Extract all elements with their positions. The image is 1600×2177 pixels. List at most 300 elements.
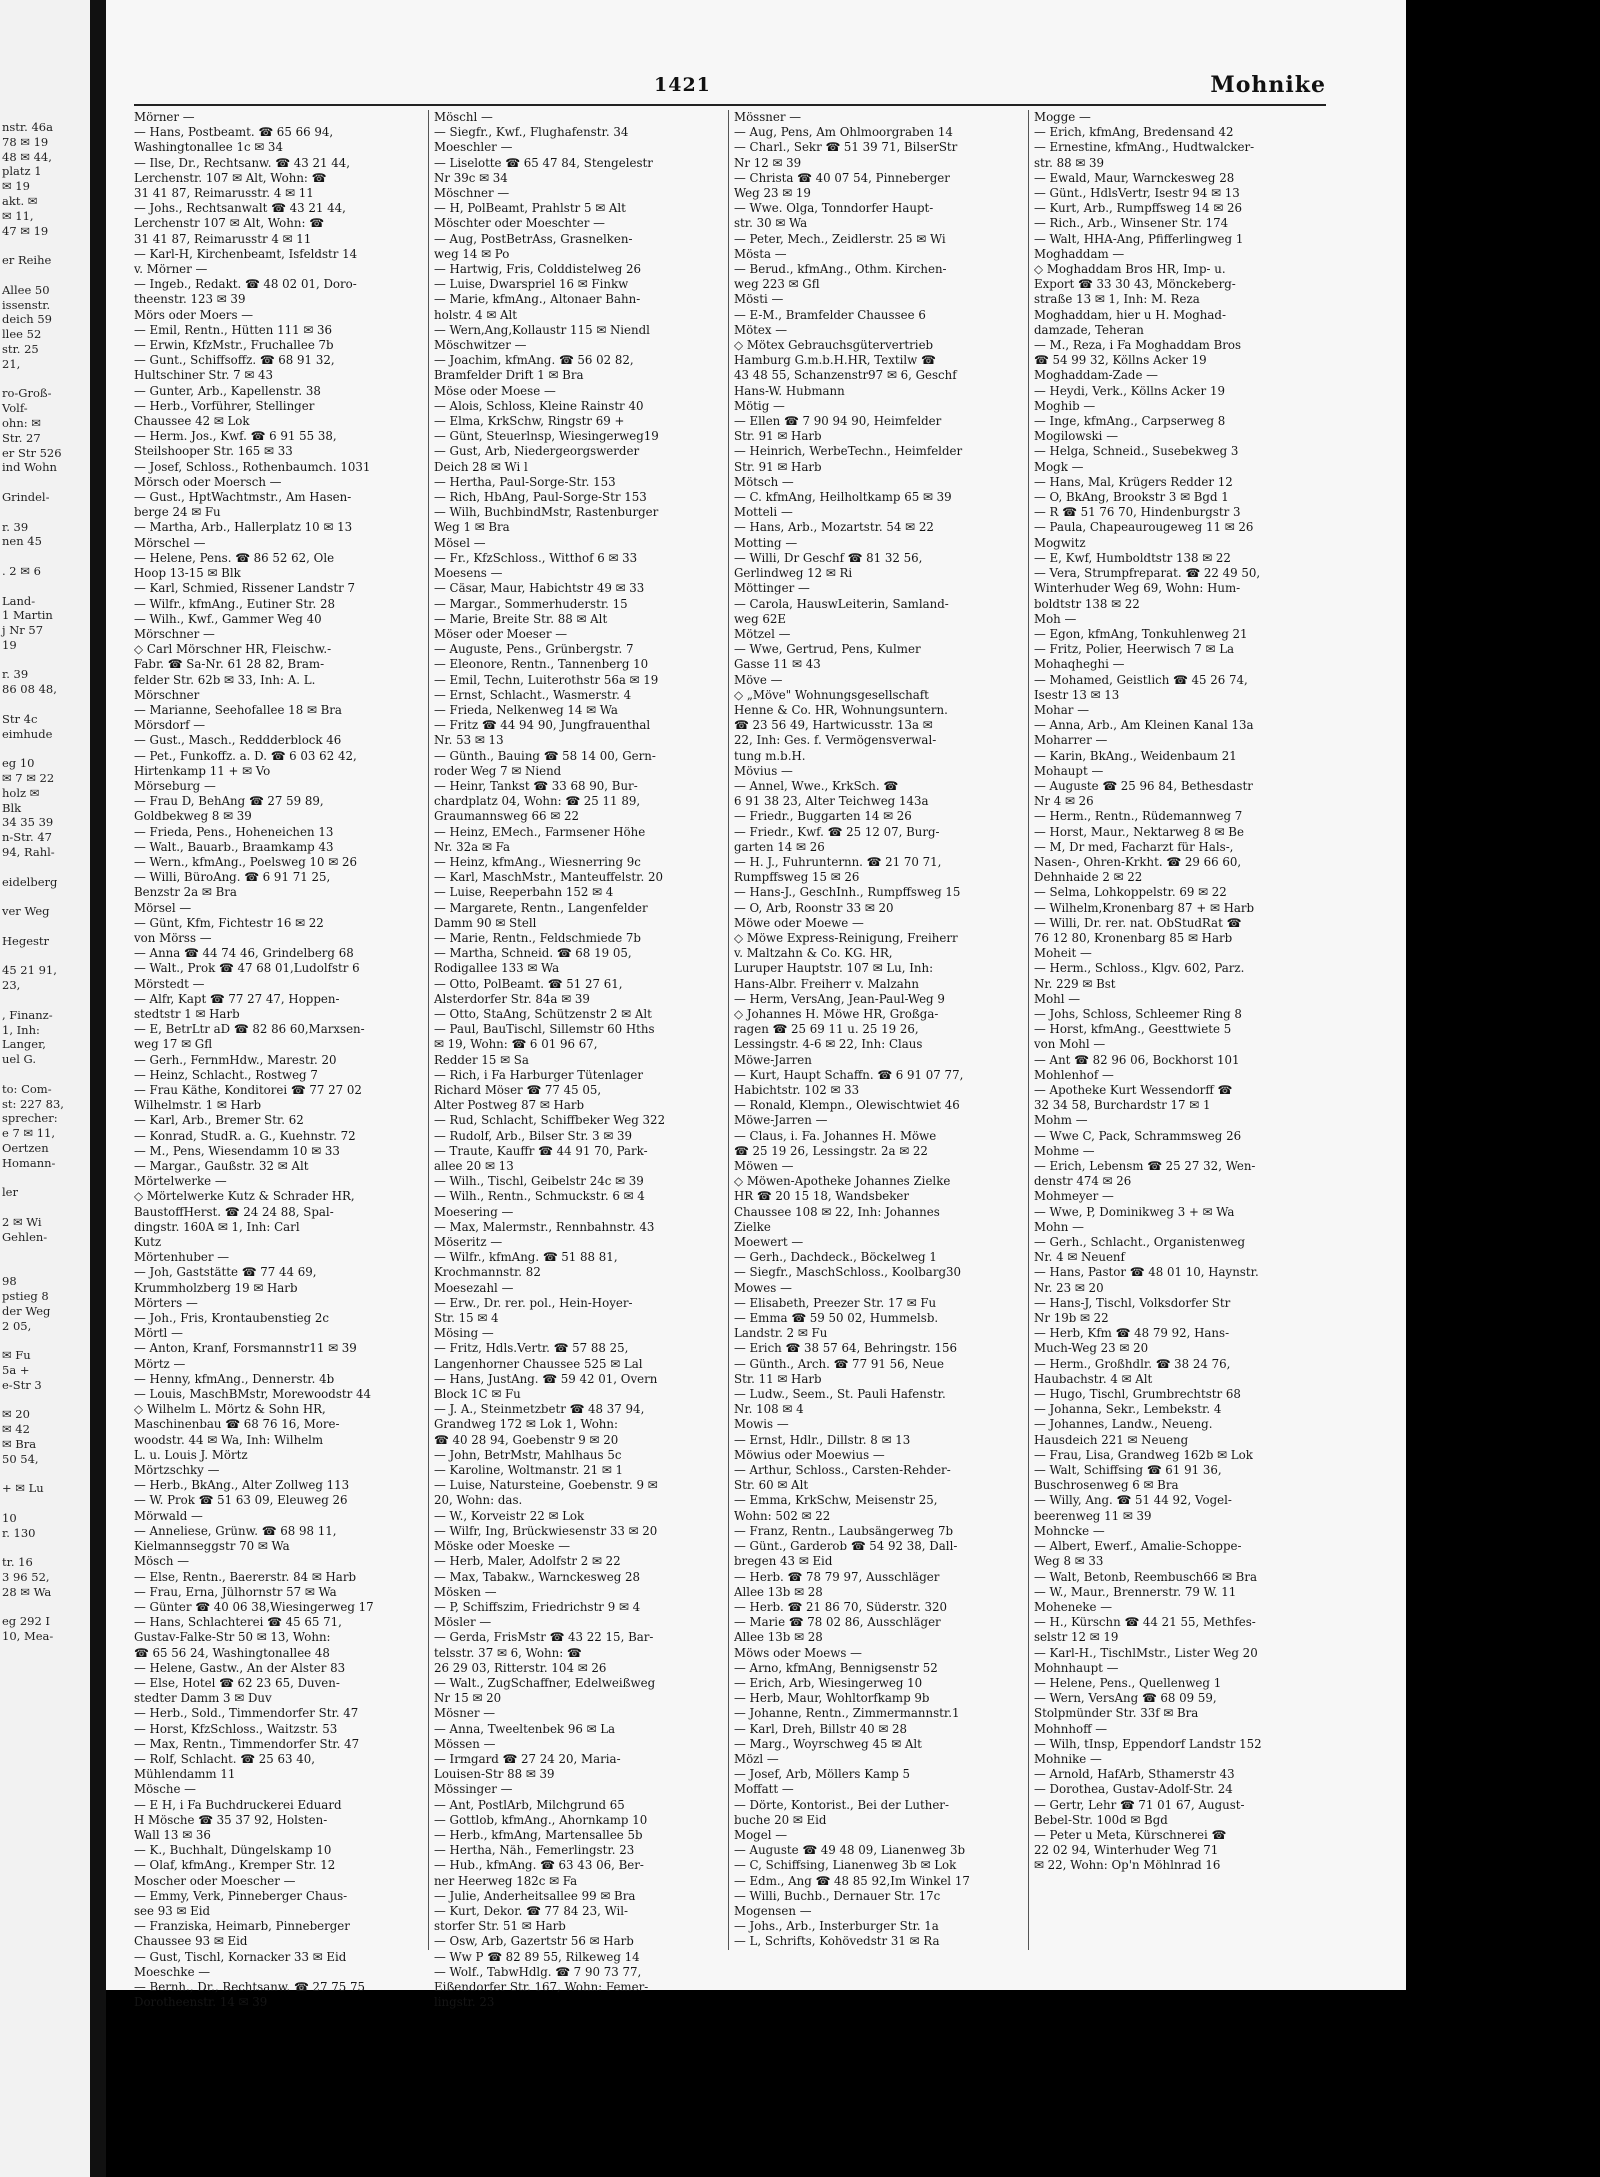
directory-entry-line: Mörtelwerke — — [134, 1174, 227, 1189]
directory-entry-line: — H. J., Fuhrunternn. ☎ 21 70 71, — [734, 854, 942, 869]
directory-page — [106, 0, 1406, 2010]
directory-entry-line: Moh — — [1034, 611, 1077, 626]
directory-entry-line: Mörsch oder Moersch — — [134, 474, 282, 489]
directory-entry-line: Wohn: 502 ✉ 22 — [734, 1508, 831, 1523]
directory-entry-line: Mösel — — [434, 535, 486, 550]
directory-entry-line: Wall 13 ✉ 36 — [134, 1827, 211, 1842]
directory-entry-line: Mörstedt — — [134, 976, 205, 991]
previous-page-line — [0, 505, 90, 520]
directory-entry-line: Mohlenhof — — [1034, 1067, 1114, 1082]
directory-entry-line: — Herb., BkAng., Alter Zollweg 113 — [134, 1478, 350, 1493]
directory-entry-line: — Gust, Tischl, Kornacker 33 ✉ Eid — [134, 1949, 347, 1964]
directory-entry-line: stedter Damm 3 ✉ Duv — [134, 1691, 272, 1706]
directory-entry-line: Mövius — — [734, 763, 793, 778]
directory-entry-line: — Eleonore, Rentn., Tannenberg 10 — [434, 657, 649, 672]
directory-entry-line: — Walt., ZugSchaffner, Edelweißweg — [434, 1675, 656, 1690]
directory-entry-line: Mösti — — [734, 292, 784, 307]
directory-entry-line: 22 02 94, Winterhuder Weg 71 — [1034, 1843, 1219, 1858]
directory-entry-line: — Herm., Schloss., Klgv. 602, Parz. — [1034, 961, 1245, 976]
directory-entry-line: — Else, Rentn., Baererstr. 84 ✉ Harb — [134, 1569, 357, 1584]
directory-entry-line: Mohmeyer — — [1034, 1189, 1114, 1204]
previous-page-line: Langer, — [2, 1037, 46, 1052]
directory-entry-line: Mogel — — [734, 1827, 788, 1842]
directory-entry-line: — Joh., Fris, Krontaubenstieg 2c — [134, 1311, 329, 1326]
directory-entry-line: Chaussee 108 ✉ 22, Inh: Johannes — [734, 1204, 940, 1219]
directory-entry-line: — Hertha, Näh., Femerlingstr. 23 — [434, 1843, 635, 1858]
previous-page-line: st: 227 83, — [2, 1096, 64, 1111]
previous-page-line — [0, 268, 90, 283]
previous-page-line: 78 ✉ 19 — [2, 134, 49, 149]
directory-entry-line: Maschinenbau ☎ 68 76 16, More- — [134, 1417, 340, 1432]
directory-entry-line: ☎ 23 56 49, Hartwicusstr. 13a ✉ — [734, 718, 933, 733]
previous-page-line: pstieg 8 — [2, 1288, 49, 1303]
previous-page-line: deich 59 — [2, 312, 52, 327]
directory-entry-line: — K., Buchhalt, Düngelskamp 10 — [134, 1843, 332, 1858]
directory-entry-line: Hultschiner Str. 7 ✉ 43 — [134, 368, 273, 383]
directory-entry-line: Mogwitz — [1034, 535, 1086, 550]
directory-entry-line: Möwe-Jarren — — [734, 1113, 828, 1128]
directory-entry-line: — Marie, Rentn., Feldschmiede 7b — [434, 930, 641, 945]
directory-entry-line: — Frau, Erna, Jülhornstr 57 ✉ Wa — [134, 1584, 337, 1599]
directory-entry-line: — Karin, BkAng., Weidenbaum 21 — [1034, 748, 1237, 763]
directory-entry-line: — Joh, Gaststätte ☎ 77 44 69, — [134, 1265, 317, 1280]
directory-entry-line: — Frieda, Nelkenweg 14 ✉ Wa — [434, 702, 618, 717]
directory-entry-line: — Ernst, Schlacht., Wasmerstr. 4 — [434, 687, 632, 702]
directory-entry-line: ✉ 22, Wohn: Op'n Möhlnrad 16 — [1034, 1858, 1221, 1873]
previous-page-line: eimhude — [2, 726, 53, 741]
directory-entry-line: Lerchenstr. 107 ✉ Alt, Wohn: ☎ — [134, 170, 327, 185]
directory-entry-line: Möwen — — [734, 1159, 794, 1174]
previous-page-line: holz ✉ — [2, 785, 40, 800]
directory-entry-line: — Auguste ☎ 49 48 09, Lianenweg 3b — [734, 1843, 966, 1858]
previous-page-line — [0, 579, 90, 594]
directory-entry-line: — Rolf, Schlacht. ☎ 25 63 40, — [134, 1751, 316, 1766]
directory-entry-line: Dorotheenstr. 14 ✉ 39 — [134, 1995, 268, 2010]
directory-entry-line: Mösche — — [134, 1782, 196, 1797]
directory-column-4 — [1034, 110, 1304, 1970]
directory-entry-line: — Horst, KfzSchloss., Waitzstr. 53 — [134, 1721, 338, 1736]
previous-page-line: r. 39 — [2, 519, 29, 534]
directory-entry-line: — Auguste, Pens., Grünbergstr. 7 — [434, 642, 634, 657]
directory-entry-line: Mohaupt — — [1034, 763, 1104, 778]
directory-entry-line: — Fr., KfzSchloss., Witthof 6 ✉ 33 — [434, 550, 638, 565]
directory-entry-line: — L, Schrifts, Kohövedstr 31 ✉ Ra — [734, 1934, 940, 1949]
directory-entry-line: — Hans-J, Tischl, Volksdorfer Str — [1034, 1295, 1231, 1310]
directory-entry-line: bregen 43 ✉ Eid — [734, 1554, 833, 1569]
directory-entry-line: Mörs oder Moers — — [134, 307, 254, 322]
directory-entry-line: — Alois, Schloss, Kleine Rainstr 40 — [434, 398, 644, 413]
previous-page-line: j Nr 57 — [2, 623, 44, 638]
page-number: 1421 — [654, 74, 711, 96]
directory-entry-line: Moheit — — [1034, 946, 1092, 961]
directory-entry-line: Damm 90 ✉ Stell — [434, 915, 537, 930]
directory-entry-line: v. Mörner — — [134, 262, 208, 277]
previous-page-line: e 7 ✉ 11, — [2, 1126, 56, 1141]
directory-entry-line: Bramfelder Drift 1 ✉ Bra — [434, 368, 584, 383]
previous-page-line — [0, 993, 90, 1008]
directory-entry-line: — Rudolf, Arb., Bilser Str. 3 ✉ 39 — [434, 1128, 633, 1143]
directory-entry-line: Möske oder Moeske — — [434, 1539, 571, 1554]
directory-entry-line: — Erich, Lebensm ☎ 25 27 32, Wen- — [1034, 1159, 1256, 1174]
directory-entry-line: — Max, Rentn., Timmendorfer Str. 47 — [134, 1736, 360, 1751]
previous-page-line: , Finanz- — [2, 1007, 53, 1022]
directory-entry-line: holstr. 4 ✉ Alt — [434, 307, 518, 322]
directory-entry-line: — Ernestine, kfmAng., Hudtwalcker- — [1034, 140, 1255, 155]
directory-entry-line: Moghaddam-Zade — — [1034, 368, 1158, 383]
previous-page-line: 10, Mea- — [2, 1629, 54, 1644]
directory-entry-line: — Hans, Postbeamt. ☎ 65 66 94, — [134, 125, 334, 140]
directory-entry-line: — Ernst, Hdlr., Dillstr. 8 ✉ 13 — [734, 1432, 911, 1447]
previous-page-line: Hegestr — [2, 933, 50, 948]
directory-entry-line: Mösing — — [434, 1326, 494, 1341]
directory-entry-line: — Konrad, StudR. a. G., Kuehnstr. 72 — [134, 1128, 356, 1143]
directory-entry-line: — Erw., Dr. rer. pol., Hein-Hoyer- — [434, 1295, 633, 1310]
directory-entry-line: Mösler — — [434, 1615, 492, 1630]
directory-entry-line: Henne & Co. HR, Wohnungsuntern. — [734, 702, 948, 717]
directory-entry-line: — Karl-H., TischlMstr., Lister Weg 20 — [1034, 1645, 1258, 1660]
directory-entry-line: — Henny, kfmAng., Dennerstr. 4b — [134, 1371, 335, 1386]
directory-entry-line: — Martha, Schneid. ☎ 68 19 05, — [434, 946, 632, 961]
previous-page-line: eg 292 I — [2, 1614, 50, 1629]
previous-page-line: ✉ 19 — [2, 179, 30, 194]
directory-entry-line: Washingtonallee 1c ✉ 34 — [134, 140, 283, 155]
directory-entry-line: Gasse 11 ✉ 43 — [734, 657, 821, 672]
directory-entry-line: ◇ Mörtelwerke Kutz & Schrader HR, — [134, 1189, 355, 1204]
directory-entry-line: — Elma, KrkSchw, Ringstr 69 + — [434, 414, 625, 429]
directory-entry-line: — Inge, kfmAng., Carpserweg 8 — [1034, 414, 1226, 429]
directory-entry-line: Weg 1 ✉ Bra — [434, 520, 510, 535]
directory-entry-line: — P, Schiffszim, Friedrichstr 9 ✉ 4 — [434, 1599, 641, 1614]
header-rule — [134, 104, 1326, 106]
directory-entry-line: — Dorothea, Gustav-Adolf-Str. 24 — [1034, 1782, 1233, 1797]
directory-entry-line: Luruper Hauptstr. 107 ✉ Lu, Inh: — [734, 961, 934, 976]
directory-entry-line: — E-M., Bramfelder Chaussee 6 — [734, 307, 926, 322]
directory-entry-line: Mötsch — — [734, 474, 794, 489]
directory-entry-line: Gustav-Falke-Str 50 ✉ 13, Wohn: — [134, 1630, 331, 1645]
column-divider — [428, 110, 429, 1950]
directory-entry-line: — Marie ☎ 78 02 86, Ausschläger — [734, 1615, 941, 1630]
previous-page-line — [0, 549, 90, 564]
directory-entry-line: — Wwe, Gertrud, Pens, Kulmer — [734, 642, 921, 657]
directory-entry-line: Mössen — — [434, 1736, 496, 1751]
directory-entry-line: Mötex — — [734, 322, 788, 337]
directory-entry-line: Mohn — — [1034, 1219, 1084, 1234]
running-headword: Mohnike — [1210, 72, 1326, 98]
directory-entry-line: Krochmannstr. 82 — [434, 1265, 541, 1280]
directory-entry-line: — Claus, i. Fa. Johannes H. Möwe — [734, 1128, 937, 1143]
directory-entry-line: — Josef, Schloss., Rothenbaumch. 1031 — [134, 459, 371, 474]
directory-entry-line: — Luise, Reeperbahn 152 ✉ 4 — [434, 885, 614, 900]
directory-entry-line: Habichtstr. 102 ✉ 33 — [734, 1083, 860, 1097]
previous-page-line: Volf- — [2, 401, 28, 416]
directory-entry-line: — Wilh., Kwf., Gammer Weg 40 — [134, 611, 322, 626]
directory-entry-line: storfer Str. 51 ✉ Harb — [434, 1919, 566, 1934]
directory-entry-line: — Helene, Gastw., An der Alster 83 — [134, 1660, 346, 1675]
directory-entry-line: — Hans, JustAng. ☎ 59 42 01, Overn — [434, 1371, 658, 1386]
directory-entry-line: — Rich., Arb., Winsener Str. 174 — [1034, 216, 1229, 231]
directory-entry-line: ☎ 25 19 26, Lessingstr. 2a ✉ 22 — [734, 1143, 928, 1158]
directory-entry-line: — Fritz, Hdls.Vertr. ☎ 57 88 25, — [434, 1341, 629, 1356]
directory-entry-line: — Paula, Chapeaurougeweg 11 ✉ 26 — [1034, 520, 1254, 535]
directory-entry-line: Möwe oder Moewe — — [734, 915, 864, 930]
directory-entry-line: — Hertha, Paul-Sorge-Str. 153 — [434, 474, 616, 489]
directory-entry-line: — Willi, BüroAng. ☎ 6 91 71 25, — [134, 870, 331, 885]
directory-column-2 — [434, 110, 704, 2010]
directory-entry-line: Nr. 32a ✉ Fa — [434, 839, 511, 854]
directory-entry-line: — Siegfr., MaschSchloss., Koolbarg30 — [734, 1265, 962, 1280]
directory-entry-line: Redder 15 ✉ Sa — [434, 1052, 529, 1067]
directory-entry-line: Mösta — — [734, 246, 787, 261]
previous-page-line: 5a + — [2, 1362, 30, 1377]
previous-page-line: 2 05, — [2, 1318, 32, 1333]
directory-entry-line: Mühlendamm 11 — [134, 1767, 236, 1782]
directory-entry-line: — Herb. ☎ 78 79 97, Ausschläger — [734, 1569, 940, 1584]
directory-entry-line: Much-Weg 23 ✉ 20 — [1034, 1341, 1149, 1356]
directory-entry-line: — Karoline, Woltmanstr. 21 ✉ 1 — [434, 1463, 624, 1478]
directory-entry-line: — E, Kwf, Humboldtstr 138 ✉ 22 — [1034, 550, 1231, 565]
directory-entry-line: — Walt., Prok ☎ 47 68 01,Ludolfstr 6 — [134, 961, 360, 976]
directory-entry-line: — Heinr, Tankst ☎ 33 68 90, Bur- — [434, 778, 638, 793]
directory-entry-line: — Osw, Arb, Gazertstr 56 ✉ Harb — [434, 1934, 634, 1949]
previous-page-line: ohn: ✉ — [2, 415, 41, 430]
directory-entry-line: L. u. Louis J. Mörtz — [134, 1447, 248, 1462]
previous-page-line: 23, — [2, 978, 21, 993]
previous-page-line: e-Str 3 — [2, 1377, 42, 1392]
directory-entry-line: Chaussee 93 ✉ Eid — [134, 1934, 248, 1949]
directory-entry-line: stedtstr 1 ✉ Harb — [134, 1006, 240, 1021]
directory-entry-line: — Karl, Dreh, Billstr 40 ✉ 28 — [734, 1721, 908, 1736]
directory-entry-line: Mörwald — — [134, 1508, 203, 1523]
previous-page-line: 10 — [2, 1510, 17, 1525]
directory-entry-line: — Wwe. Olga, Tonndorfer Haupt- — [734, 201, 934, 216]
directory-entry-line: Mötig — — [734, 398, 785, 413]
directory-entry-line: — Willi, Buchb., Dernauer Str. 17c — [734, 1888, 941, 1903]
directory-entry-line: Weg 8 ✉ 33 — [1034, 1554, 1104, 1569]
directory-entry-line: Str. 60 ✉ Alt — [734, 1478, 809, 1493]
previous-page-line: to: Com- — [2, 1081, 52, 1096]
previous-page-line: r. 130 — [2, 1525, 36, 1540]
directory-entry-line: weg 17 ✉ Gfl — [134, 1037, 213, 1052]
directory-entry-line: ◇ Möwe Express-Reinigung, Freiherr — [734, 930, 958, 945]
previous-page-line — [0, 1259, 90, 1274]
directory-entry-line: 31 41 87, Reimarusstr. 4 ✉ 11 — [134, 186, 314, 201]
previous-page-line: ind Wohn — [2, 460, 57, 475]
directory-entry-line: — Wern,Ang,Kollaustr 115 ✉ Niendl — [434, 322, 650, 337]
directory-entry-line: — O, Arb, Roonstr 33 ✉ 20 — [734, 900, 894, 915]
directory-entry-line: — Louis, MaschBMstr, Morewoodstr 44 — [134, 1387, 372, 1402]
directory-entry-line: — E, BetrLtr aD ☎ 82 86 60,Marxsen- — [134, 1022, 365, 1037]
directory-entry-line: — Günth., Bauing ☎ 58 14 00, Gern- — [434, 748, 656, 763]
directory-entry-line: — Otto, StaAng, Schützenstr 2 ✉ Alt — [434, 1006, 652, 1021]
previous-page-line: Str. 27 — [2, 430, 41, 445]
directory-entry-line: — Erich ☎ 38 57 64, Behringstr. 156 — [734, 1341, 957, 1356]
previous-page-line: ✉ Fu — [2, 1348, 31, 1363]
directory-entry-line: — Emma ☎ 59 50 02, Hummelsb. — [734, 1311, 939, 1326]
directory-entry-line: theenstr. 123 ✉ 39 — [134, 292, 246, 307]
directory-entry-line: — Gunt., Schiffsoffz. ☎ 68 91 32, — [134, 353, 335, 368]
directory-entry-line: — Emma, KrkSchw, Meisenstr 25, — [734, 1493, 938, 1508]
directory-entry-line: — Frau D, BehAng ☎ 27 59 89, — [134, 794, 324, 809]
previous-page-line: 94, Rahl- — [2, 845, 55, 860]
previous-page-line — [0, 919, 90, 934]
directory-entry-line: — Traute, Kauffr ☎ 44 91 70, Park- — [434, 1143, 648, 1158]
directory-entry-line: — Arnold, HafArb, Sthamerstr 43 — [1034, 1767, 1235, 1782]
previous-page-text — [0, 0, 90, 1644]
directory-entry-line: ◇ Möwen-Apotheke Johannes Zielke — [734, 1174, 951, 1189]
directory-entry-line: — E H, i Fa Buchdruckerei Eduard — [134, 1797, 342, 1812]
directory-entry-line: — Paul, BauTischl, Sillemstr 60 Hths — [434, 1022, 655, 1037]
directory-entry-line: — Olaf, kfmAng., Kremper Str. 12 — [134, 1858, 336, 1873]
directory-entry-line: — Marie, kfmAng., Altonaer Bahn- — [434, 292, 641, 307]
directory-entry-line: — Günt., Garderob ☎ 54 92 38, Dall- — [734, 1539, 958, 1554]
directory-entry-line: — Marg., Woyrschweg 45 ✉ Alt — [734, 1736, 922, 1751]
previous-page-line: der Weg — [2, 1303, 51, 1318]
directory-entry-line: Nr. 4 ✉ Neuenf — [1034, 1250, 1125, 1265]
directory-entry-line: — Günth., Arch. ☎ 77 91 56, Neue — [734, 1356, 944, 1371]
previous-page-line — [0, 741, 90, 756]
directory-entry-line: — Horst, kfmAng., Geesttwiete 5 — [1034, 1022, 1232, 1037]
directory-entry-line: Mözl — — [734, 1751, 779, 1766]
directory-entry-line: Rodigallee 133 ✉ Wa — [434, 961, 560, 976]
directory-entry-line: — Hugo, Tischl, Grumbrechtstr 68 — [1034, 1387, 1241, 1402]
book-gutter — [90, 0, 106, 2177]
previous-page-line: 3 96 52, — [2, 1570, 50, 1585]
directory-entry-line: — Johs, Schloss, Schleemer Ring 8 — [1034, 1006, 1242, 1021]
directory-entry-line: — Ludw., Seem., St. Pauli Hafenstr. — [734, 1387, 946, 1402]
directory-entry-line: — Gertr, Lehr ☎ 71 01 67, August- — [1034, 1797, 1245, 1812]
directory-entry-line: 22, Inh: Ges. f. Vermögensverwal- — [734, 733, 937, 748]
directory-entry-line: ✉ 19, Wohn: ☎ 6 01 96 67, — [434, 1037, 598, 1052]
previous-page-line: r. 39 — [2, 667, 29, 682]
directory-entry-line: — Hans, Arb., Mozartstr. 54 ✉ 22 — [734, 520, 934, 535]
previous-page-line: . 2 ✉ 6 — [2, 563, 41, 578]
directory-entry-line: — Friedr., Buggarten 14 ✉ 26 — [734, 809, 912, 824]
page-header — [106, 72, 1326, 102]
previous-page-line — [0, 1171, 90, 1186]
directory-entry-line: denstr 474 ✉ 26 — [1034, 1174, 1132, 1189]
previous-page-line: 1 Martin — [2, 608, 53, 623]
directory-entry-line: Export ☎ 33 30 43, Mönckeberg- — [1034, 277, 1236, 292]
previous-page-line — [0, 1393, 90, 1408]
previous-page-line — [0, 1496, 90, 1511]
directory-entry-line: Mogensen — — [734, 1903, 812, 1918]
directory-entry-line: — M, Dr med, Facharzt für Hals-, — [1034, 839, 1234, 854]
directory-entry-line: ☎ 54 99 32, Köllns Acker 19 — [1034, 353, 1207, 368]
directory-entry-line: Zielke — [734, 1219, 771, 1234]
previous-page-line: eidelberg — [2, 874, 58, 889]
previous-page-line: 34 35 39 — [2, 815, 54, 830]
previous-page-line: Land- — [2, 593, 36, 608]
directory-entry-line: — O, BkAng, Brookstr 3 ✉ Bgd 1 — [1034, 490, 1229, 505]
directory-entry-line: Möschl — — [434, 110, 493, 124]
previous-page-line: str. 25 — [2, 341, 39, 356]
directory-entry-line: — Margarete, Rentn., Langenfelder — [434, 900, 648, 915]
directory-entry-line: — Walt, HHA-Ang, Pfifferlingweg 1 — [1034, 231, 1244, 246]
directory-entry-line: Allee 13b ✉ 28 — [734, 1584, 823, 1599]
directory-entry-line: — Franziska, Heimarb, Pinneberger — [134, 1919, 350, 1934]
directory-entry-line: — Ww P ☎ 82 89 55, Rilkeweg 14 — [434, 1949, 640, 1964]
previous-page-line: sprecher: — [2, 1111, 58, 1126]
directory-entry-line: Moharrer — — [1034, 733, 1108, 748]
directory-entry-line: — Erwin, KfzMstr., Fruchallee 7b — [134, 338, 334, 353]
directory-entry-line: Möve — — [734, 672, 783, 687]
directory-entry-line: — Apotheke Kurt Wessendorff ☎ — [1034, 1083, 1233, 1097]
previous-page-line: 47 ✉ 19 — [2, 223, 49, 238]
directory-entry-line: felder Str. 62b ✉ 33, Inh: A. L. — [134, 672, 316, 687]
directory-entry-line: Mohl — — [1034, 991, 1081, 1006]
directory-entry-line: Mösken — — [434, 1584, 497, 1599]
directory-entry-line: weg 62E — [734, 611, 787, 626]
directory-entry-line: Hamburg G.m.b.H.HR, Textilw ☎ — [734, 353, 936, 368]
previous-page-line — [0, 653, 90, 668]
directory-entry-line: — Herb, Kfm ☎ 48 79 92, Hans- — [1034, 1326, 1230, 1341]
directory-entry-line: — Rud, Schlacht, Schiffbeker Weg 322 — [434, 1113, 666, 1128]
directory-entry-line: — Günter ☎ 40 06 38,Wiesingerweg 17 — [134, 1599, 374, 1614]
directory-entry-line: Kutz — [134, 1235, 162, 1250]
directory-entry-line: Graumannsweg 66 ✉ 22 — [434, 809, 579, 824]
previous-page-line — [0, 1245, 90, 1260]
directory-entry-line: — Aug, PostBetrAss, Grasnelken- — [434, 231, 633, 246]
directory-entry-line: — Auguste ☎ 25 96 84, Bethesdastr — [1034, 778, 1253, 793]
directory-entry-line: — H., Kürschn ☎ 44 21 55, Methfes- — [1034, 1615, 1256, 1630]
directory-entry-line: — Gottlob, kfmAng., Ahornkamp 10 — [434, 1812, 648, 1827]
directory-entry-line: Motting — — [734, 535, 798, 550]
directory-entry-line: — Karl, Arb., Bremer Str. 62 — [134, 1113, 304, 1128]
directory-entry-line: — Rich, i Fa Harburger Tütenlager — [434, 1067, 644, 1082]
directory-entry-line: — Hub., kfmAng. ☎ 63 43 06, Ber- — [434, 1858, 644, 1873]
directory-entry-line: Langenhorner Chaussee 525 ✉ Lal — [434, 1356, 643, 1371]
directory-entry-line: Mörner — — [134, 110, 195, 124]
directory-entry-line: — Wilh, BuchbindMstr, Rastenburger — [434, 505, 659, 520]
directory-entry-line: Möwius oder Moewius — — [734, 1447, 885, 1462]
directory-entry-line: — Johanna, Sekr., Lembekstr. 4 — [1034, 1402, 1222, 1417]
directory-entry-line: — Johs., Rechtsanwalt ☎ 43 21 44, — [134, 201, 346, 216]
directory-entry-line: — Günt, Kfm, Fichtestr 16 ✉ 22 — [134, 915, 324, 930]
directory-entry-line: Mösch — — [134, 1554, 189, 1569]
directory-entry-line: — Günt., HdlsVertr, Isestr 94 ✉ 13 — [1034, 186, 1240, 201]
previous-page-line — [0, 1333, 90, 1348]
directory-entry-line: Nr 4 ✉ 26 — [1034, 794, 1094, 809]
directory-entry-line: Buschrosenweg 6 ✉ Bra — [1034, 1478, 1179, 1493]
directory-entry-line: Mohaqheghi — — [1034, 657, 1125, 672]
directory-entry-line: — Arno, kfmAng, Bennigsenstr 52 — [734, 1660, 938, 1675]
previous-page-line: ✉ 7 ✉ 22 — [2, 771, 55, 786]
directory-entry-line: — Friedr., Kwf. ☎ 25 12 07, Burg- — [734, 824, 940, 839]
directory-entry-line: Deich 28 ✉ Wi l — [434, 459, 528, 474]
directory-entry-line: — Liselotte ☎ 65 47 84, Stengelestr — [434, 155, 653, 170]
directory-entry-line: Möseritz — — [434, 1235, 503, 1250]
directory-entry-line: Richard Möser ☎ 77 45 05, — [434, 1083, 602, 1097]
directory-entry-line: — Josef, Arb, Möllers Kamp 5 — [734, 1767, 911, 1782]
directory-entry-line: — Christa ☎ 40 07 54, Pinneberger — [734, 170, 950, 185]
previous-page-line: akt. ✉ — [2, 193, 38, 208]
directory-entry-line: — Johannes, Landw., Neueng. — [1034, 1417, 1213, 1432]
directory-entry-line: Moeschler — — [434, 140, 513, 155]
directory-entry-line: Hans-Albr. Freiherr v. Malzahn — [734, 976, 919, 991]
directory-entry-line: — Heinz, Schlacht., Rostweg 7 — [134, 1067, 318, 1082]
directory-entry-line: — Karl-H, Kirchenbeamt, Isfeldstr 14 — [134, 246, 358, 261]
directory-entry-line: Möschter oder Moeschter — — [434, 216, 605, 231]
directory-entry-line: ☎ 40 28 94, Goebenstr 9 ✉ 20 — [434, 1432, 619, 1447]
directory-entry-line: — Max, Tabakw., Warnckesweg 28 — [434, 1569, 641, 1584]
directory-entry-line: Mörtzschky — — [134, 1463, 220, 1478]
directory-entry-line: — Wilh., Tischl, Geibelstr 24c ✉ 39 — [434, 1174, 644, 1189]
directory-entry-line: — M., Reza, i Fa Moghaddam Bros — [1034, 338, 1242, 353]
directory-entry-line: Mörschel — — [134, 535, 206, 550]
previous-page-line: ver Weg — [2, 904, 50, 919]
directory-entry-line: 6 91 38 23, Alter Teichweg 143a — [734, 794, 929, 809]
directory-entry-line: — Gunter, Arb., Kapellenstr. 38 — [134, 383, 321, 398]
